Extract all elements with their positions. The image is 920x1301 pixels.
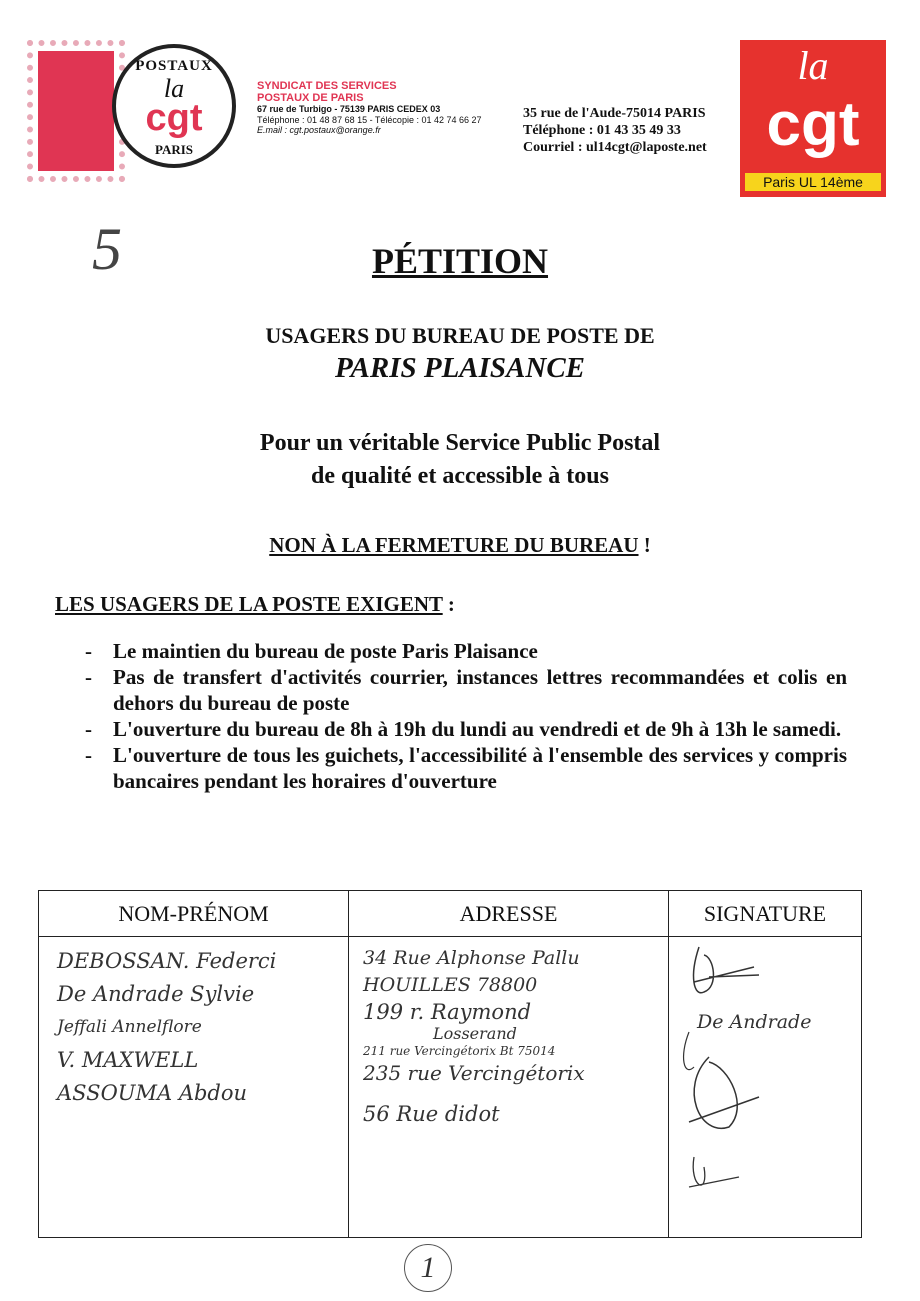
signature-table	[38, 890, 862, 1238]
office-name: PARIS PLAISANCE	[334, 352, 586, 384]
page-number: 1	[404, 1244, 452, 1292]
subtitle: USAGERS DU BUREAU DE POSTE DE	[265, 323, 655, 348]
margin-mark: 5	[92, 216, 122, 282]
page-title: PÉTITION	[371, 241, 549, 281]
names-cell: DEBOSSAN. Federci De Andrade Sylvie Jeffali Annelflore V. MAXWELL ASSOUMA Abdou	[39, 937, 349, 1238]
demands-heading: LES USAGERS DE LA POSTE EXIGENT :	[55, 592, 455, 616]
addresses-cell: 34 Rue Alphonse Pallu HOUILLES 78800 199 r. Raymond Losserand 211 rue Vercingétorix Bt 75014 235 rue Vercingétorix 56 Rue didot	[349, 937, 669, 1238]
demand-item: - L'ouverture de tous les guichets, l'accessibilité à l'ensemble des services y compris bancaires pendant les horaires d'ouverture	[85, 743, 847, 793]
demand-item: - Le maintien du bureau de poste Paris Plaisance	[85, 639, 538, 663]
signatures-cell: De Andrade	[669, 937, 862, 1238]
local-union-contact: 35 rue de l'Aude-75014 PARIS Téléphone : 01 43 35 49 33 Courriel : ul14cgt@laposte.net	[523, 106, 707, 155]
cgt-ul14-logo: la cgt Paris UL 14ème	[740, 40, 886, 197]
postaux-cgt-logo: POSTAUX la cgt PARIS	[112, 44, 236, 168]
col-address: ADRESSE	[349, 891, 669, 937]
col-signature: SIGNATURE	[669, 891, 862, 937]
slogan: NON À LA FERMETURE DU BUREAU !	[269, 533, 651, 557]
signature-scribbles	[669, 937, 859, 1237]
demands-list	[85, 638, 847, 794]
col-name: NOM-PRÉNOM	[39, 891, 349, 937]
stamp-logo	[27, 40, 125, 182]
tagline: Pour un véritable Service Public Postal de qualité et accessible à tous	[259, 430, 661, 489]
union-contact: SYNDICAT DES SERVICES POSTAUX DE PARIS 67 rue de Turbigo - 75139 PARIS CEDEX 03 Téléphone : 01 48 87 68 15 - Télécopie : 01 42 74 66 27 E.mail : cgt.postaux@orange.fr	[257, 80, 482, 135]
demand-item: - Pas de transfert d'activités courrier, instances lettres recommandées et colis en dehors du bureau de poste	[85, 665, 847, 715]
demand-item: - L'ouverture du bureau de 8h à 19h du lundi au vendredi et de 9h à 13h le samedi.	[85, 717, 842, 741]
